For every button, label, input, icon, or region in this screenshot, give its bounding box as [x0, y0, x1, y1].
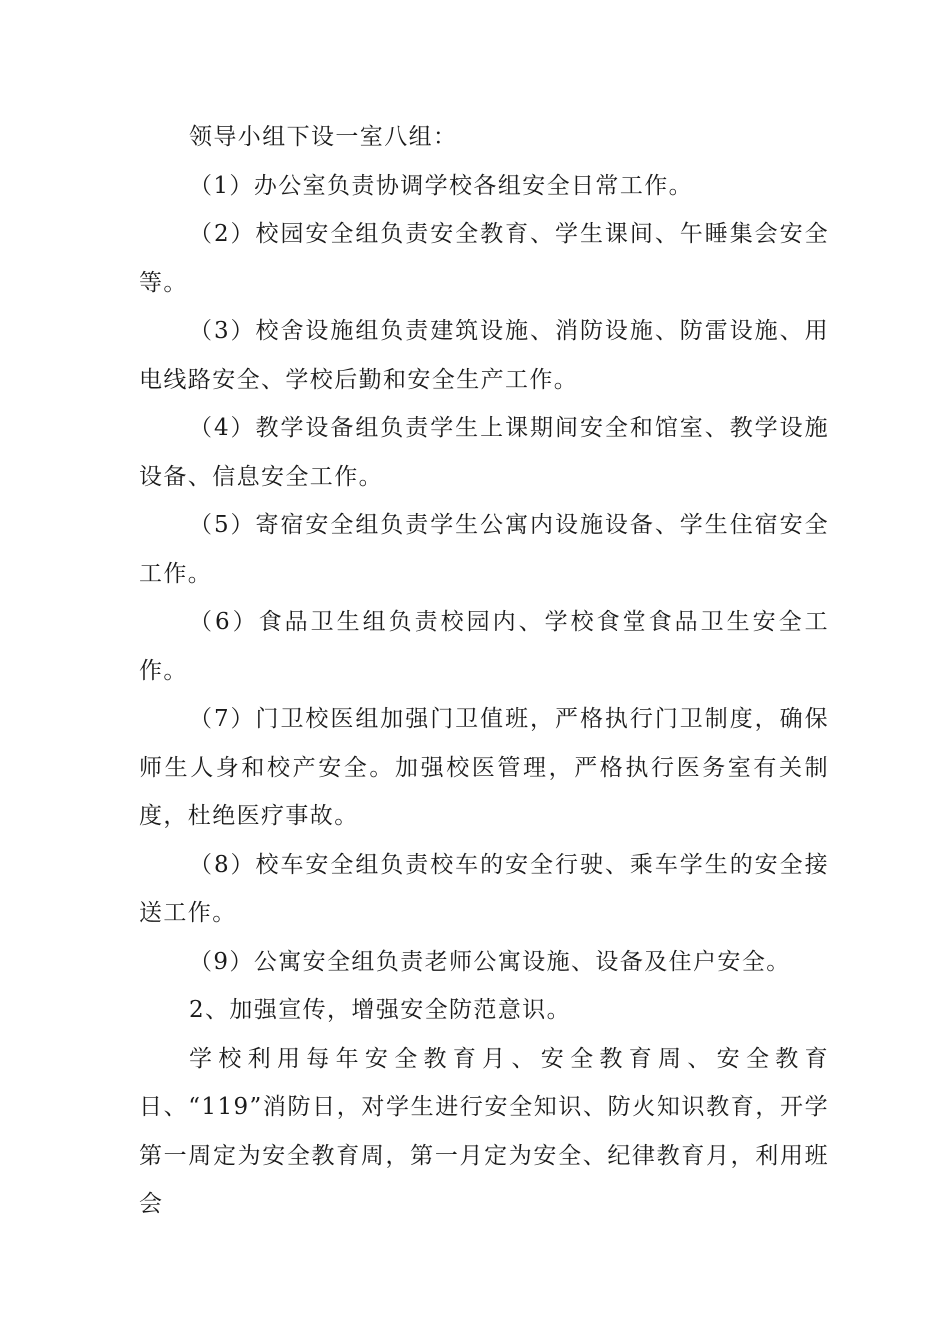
paragraph-intro: 领导小组下设一室八组： [189, 124, 458, 150]
paragraph-item-3: （3）校舍设施组负责建筑设施、消防设施、防雷设施、用电线路安全、学校后勤和安全生产工作。 [139, 318, 829, 393]
paragraph-item-8: （8）校车安全组负责校车的安全行驶、乘车学生的安全接送工作。 [139, 851, 829, 926]
document-page [139, 113, 829, 1229]
section-heading-2: 2、加强宣传，增强安全防范意识。 [189, 997, 572, 1023]
paragraph-item-9: （9）公寓安全组负责老师公寓设施、设备及住户安全。 [189, 948, 791, 975]
paragraph-publicity: 学校利用每年安全教育月、安全教育周、安全教育日、“119”消防日，对学生进行安全知识、防火知识教育，开学第一周定为安全教育周，第一月定为安全、纪律教育月，利用班会 [139, 1045, 829, 1217]
paragraph-item-2: （2）校园安全组负责安全教育、学生课间、午睡集会安全等。 [139, 221, 829, 296]
paragraph-item-5: （5）寄宿安全组负责学生公寓内设施设备、学生住宿安全工作。 [139, 512, 829, 587]
paragraph-item-4: （4）教学设备组负责学生上课期间安全和馆室、教学设施设备、信息安全工作。 [139, 415, 829, 490]
paragraph-item-1: （1）办公室负责协调学校各组安全日常工作。 [189, 172, 694, 199]
paragraph-item-7: （7）门卫校医组加强门卫值班，严格执行门卫制度，确保师生人身和校产安全。加强校医管理，严格执行医务室有关制度，杜绝医疗事故。 [139, 706, 829, 829]
paragraph-item-6: （6）食品卫生组负责校园内、学校食堂食品卫生安全工作。 [139, 609, 829, 684]
